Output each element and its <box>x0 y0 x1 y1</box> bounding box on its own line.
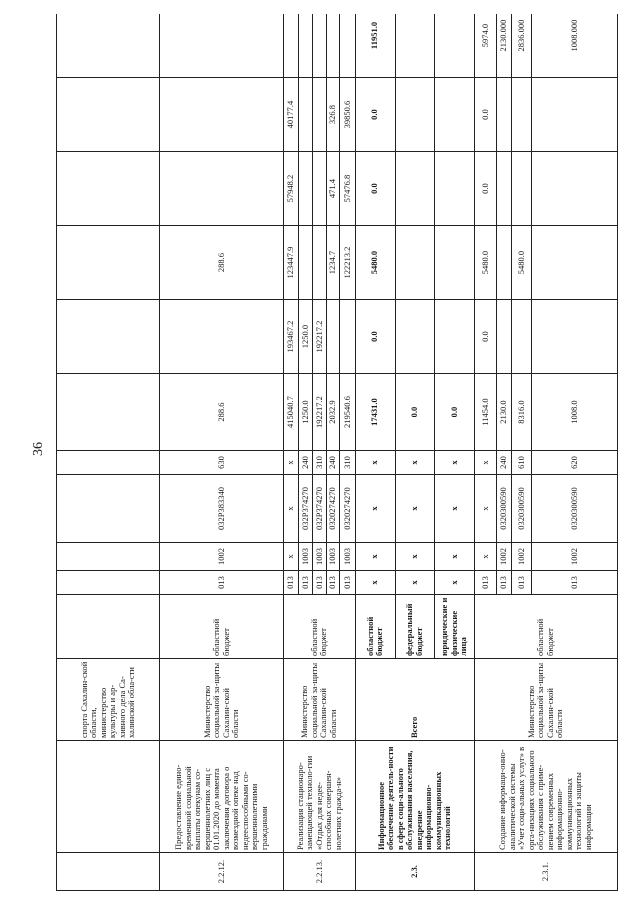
code-csr: х <box>355 475 395 543</box>
item-number: 2.2.13. <box>283 853 355 891</box>
page-number: 36 <box>31 442 46 456</box>
total-value: 1008.0 <box>532 374 618 451</box>
item-name: Реализация стационаро-замещающей техноло-гии «Отдых для недее-способных совершен-нолетних гражда-н» <box>283 741 355 853</box>
year3-value <box>435 152 475 226</box>
code-csr: 032Р383340 <box>160 475 283 543</box>
code-grbs: 013 <box>312 571 326 595</box>
code-csr: 032Р374270 <box>299 475 313 543</box>
code-rzpr: 1003 <box>326 543 340 571</box>
executor-cell: Министерство социальной за-щиты Сахалин-ской области <box>283 659 355 741</box>
code-rzpr: 1003 <box>340 543 355 571</box>
year4-value <box>435 78 475 152</box>
year4-value <box>532 78 618 152</box>
code-vr: 310 <box>312 451 326 475</box>
year2-value <box>435 226 475 300</box>
code-rzpr: х <box>435 543 475 571</box>
total-value: 0.0 <box>395 374 435 451</box>
code-csr: х <box>474 475 496 543</box>
code-csr: 0320300590 <box>512 475 532 543</box>
year5-value: 1008.000 <box>532 14 618 78</box>
year2-value: 122213.2 <box>340 226 355 300</box>
year1-value: 1250.0 <box>299 300 313 374</box>
year1-value: 193467.2 <box>283 300 298 374</box>
source-cell: областной бюджет <box>355 595 395 659</box>
code-grbs: х <box>395 571 435 595</box>
code-grbs: 013 <box>283 571 298 595</box>
code-vr: 310 <box>340 451 355 475</box>
code-vr: х <box>395 451 435 475</box>
year3-value <box>299 152 313 226</box>
program-table-container <box>56 14 618 891</box>
code-vr: 630 <box>160 451 283 475</box>
year2-value: 5480.0 <box>474 226 496 300</box>
table-row <box>474 14 496 891</box>
total-value: 11454.0 <box>474 374 496 451</box>
source-cell: федеральный бюджет <box>395 595 435 659</box>
year5-value <box>312 14 326 78</box>
year2-value: 1234.7 <box>326 226 340 300</box>
total-value: 2130.0 <box>496 374 511 451</box>
year2-value: 5480.0 <box>355 226 395 300</box>
year5-value <box>395 14 435 78</box>
year5-value: 11951.0 <box>355 14 395 78</box>
year1-value <box>435 300 475 374</box>
year4-value: 0.0 <box>355 78 395 152</box>
total-value: 219540.6 <box>340 374 355 451</box>
year1-value: 0.0 <box>355 300 395 374</box>
total-value: 288.6 <box>160 374 283 451</box>
year5-value <box>160 14 283 78</box>
total-value: 8316.0 <box>512 374 532 451</box>
code-grbs: х <box>355 571 395 595</box>
code-rzpr: х <box>395 543 435 571</box>
year5-value: 2130.000 <box>496 14 511 78</box>
year5-value <box>326 14 340 78</box>
year1-value <box>496 300 511 374</box>
year2-value <box>532 226 618 300</box>
year1-value <box>395 300 435 374</box>
year2-value: 5480.0 <box>512 226 532 300</box>
year4-value <box>512 78 532 152</box>
source-cell: областной бюджет <box>160 595 283 659</box>
year5-value: 5974.0 <box>474 14 496 78</box>
table-row <box>355 14 395 891</box>
year5-value <box>340 14 355 78</box>
year5-value <box>283 14 298 78</box>
source-cell: юридические и физические лица <box>435 595 475 659</box>
year1-value <box>340 300 355 374</box>
year1-value <box>326 300 340 374</box>
year3-value <box>160 152 283 226</box>
code-rzpr: х <box>283 543 298 571</box>
code-grbs: 013 <box>474 571 496 595</box>
total-value: 1250.0 <box>299 374 313 451</box>
year4-value <box>312 78 326 152</box>
year5-value: 2836.000 <box>512 14 532 78</box>
year3-value <box>496 152 511 226</box>
code-csr: х <box>435 475 475 543</box>
year2-value: 288.6 <box>160 226 283 300</box>
year3-value: 471.4 <box>326 152 340 226</box>
program-table <box>56 14 618 891</box>
code-vr: х <box>435 451 475 475</box>
year3-value: 57948.2 <box>283 152 298 226</box>
code-rzpr: 1002 <box>532 543 618 571</box>
code-rzpr: 1003 <box>312 543 326 571</box>
code-vr: 620 <box>532 451 618 475</box>
item-number: 2.2.12. <box>160 853 283 891</box>
table-row <box>283 14 298 891</box>
year1-value <box>160 300 283 374</box>
code-rzpr: х <box>474 543 496 571</box>
year1-value <box>512 300 532 374</box>
total-value: 17431.0 <box>355 374 395 451</box>
code-csr: 032Р374270 <box>312 475 326 543</box>
code-vr: х <box>355 451 395 475</box>
year4-value <box>160 78 283 152</box>
source-cell: областной бюджет <box>283 595 355 659</box>
source-cell: областной бюджет <box>474 595 617 659</box>
year3-value <box>532 152 618 226</box>
item-number: 2.3.1. <box>474 853 617 891</box>
year4-value: 0.0 <box>474 78 496 152</box>
code-csr: 0320300590 <box>496 475 511 543</box>
year2-value: 123447.9 <box>283 226 298 300</box>
year1-value: 0.0 <box>474 300 496 374</box>
year4-value <box>395 78 435 152</box>
code-grbs: 013 <box>496 571 511 595</box>
year2-value <box>299 226 313 300</box>
total-value: 192217.2 <box>312 374 326 451</box>
year3-value: 0.0 <box>355 152 395 226</box>
code-csr: 0320300590 <box>532 475 618 543</box>
executor-cell: спорта Сахалин-ской области, министерство культуры и ар-хивного дела Са-халинской обла-сти <box>57 659 160 741</box>
code-vr: 240 <box>299 451 313 475</box>
table-row <box>57 14 160 891</box>
code-csr: 0320274270 <box>340 475 355 543</box>
code-vr: х <box>474 451 496 475</box>
year4-value: 326.8 <box>326 78 340 152</box>
year3-value: 0.0 <box>474 152 496 226</box>
code-csr: 0320274270 <box>326 475 340 543</box>
item-name: Предоставление едино-временной социальной выплаты опекунам со-вершеннолетних лиц с 01.01.2020 до момента заключения договора о возмездной опеке над недееспособными со-вершеннолетними гражданами <box>160 741 283 853</box>
year2-value <box>395 226 435 300</box>
year2-value <box>496 226 511 300</box>
total-value: 415040.7 <box>283 374 298 451</box>
year4-value: 40177.4 <box>283 78 298 152</box>
code-grbs: 013 <box>326 571 340 595</box>
code-vr: 610 <box>512 451 532 475</box>
year3-value <box>312 152 326 226</box>
code-vr: 240 <box>326 451 340 475</box>
year2-value <box>312 226 326 300</box>
year3-value <box>512 152 532 226</box>
code-grbs: 013 <box>160 571 283 595</box>
year3-value <box>395 152 435 226</box>
code-rzpr: х <box>355 543 395 571</box>
item-number: 2.3. <box>355 853 474 891</box>
table-row <box>160 14 283 891</box>
year1-value <box>532 300 618 374</box>
code-rzpr: 1002 <box>496 543 511 571</box>
year5-value <box>435 14 475 78</box>
code-rzpr: 1002 <box>160 543 283 571</box>
year5-value <box>299 14 313 78</box>
code-grbs: 013 <box>340 571 355 595</box>
code-rzpr: 1003 <box>299 543 313 571</box>
code-grbs: 013 <box>299 571 313 595</box>
item-name: Создание информаци-онно- аналитической системы «Учет соци-альных услуг» в орга-низациях социального обслуживания с приме-нением современных информационно-коммуникационных технологий и защиты информации <box>474 741 617 853</box>
year4-value <box>496 78 511 152</box>
item-name: Информационное обеспечение деятель-ности в сфере соци-ального обслуживания населения, внедрение информационно-коммуникационных технологий <box>355 741 474 853</box>
code-grbs: х <box>435 571 475 595</box>
year4-value <box>299 78 313 152</box>
code-csr: х <box>283 475 298 543</box>
year4-value: 39850.6 <box>340 78 355 152</box>
code-grbs: 013 <box>532 571 618 595</box>
executor-cell: Министерство социальной за-щиты Сахалин-ской области <box>160 659 283 741</box>
total-value: 0.0 <box>435 374 475 451</box>
code-grbs: 013 <box>512 571 532 595</box>
year3-value: 57476.8 <box>340 152 355 226</box>
executor-cell: Всего <box>355 659 474 741</box>
code-rzpr: 1002 <box>512 543 532 571</box>
year1-value: 192217.2 <box>312 300 326 374</box>
total-value: 2032.9 <box>326 374 340 451</box>
code-vr: 240 <box>496 451 511 475</box>
executor-cell: Министерство социальной за-щиты Сахалин-ской области <box>474 659 617 741</box>
code-vr: х <box>283 451 298 475</box>
code-csr: х <box>395 475 435 543</box>
